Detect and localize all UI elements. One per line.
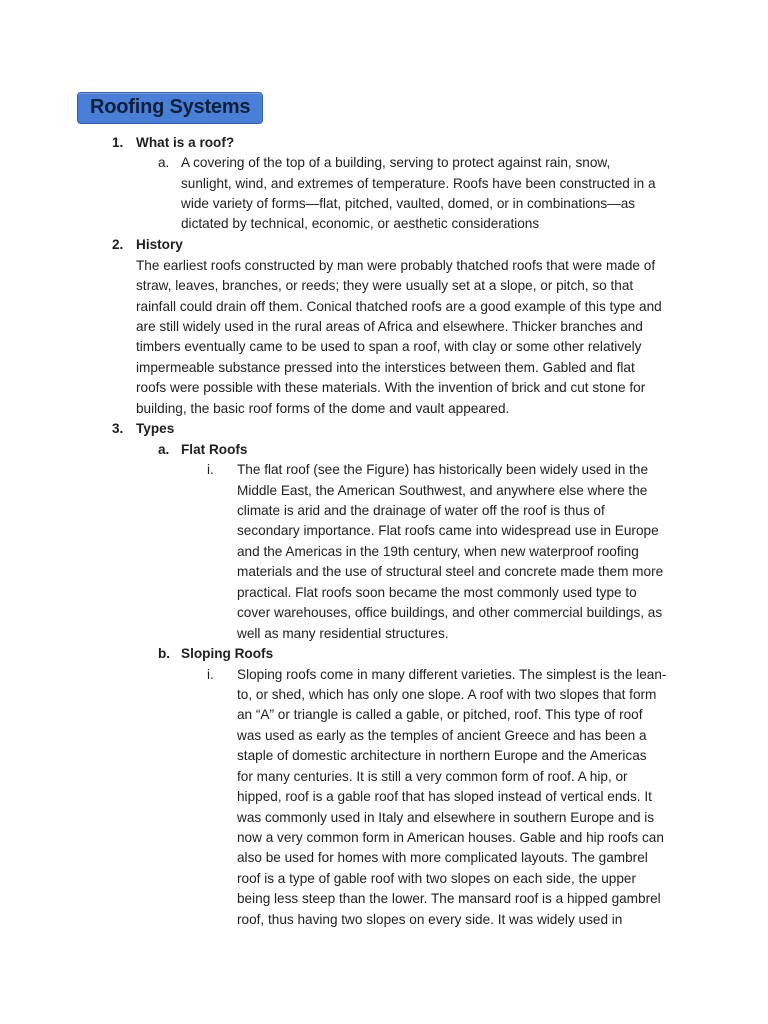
text-line: to, or shed, which has only one slope. A roof with two slopes that form xyxy=(237,687,657,702)
text-line: being less steep than the lower. The mansard roof is a hipped gambrel xyxy=(237,891,661,906)
text-line: The flat roof (see the Figure) has historically been widely used in the xyxy=(237,462,649,477)
section-3b-heading: Sloping Roofs xyxy=(181,646,274,661)
text-line: was used as early as the temples of ancient Greece and has been a xyxy=(237,728,647,743)
text-line: for many centuries. It is still a very common form of roof. A hip, or xyxy=(237,769,628,784)
text-line: practical. Flat roofs soon became the most commonly used type to xyxy=(237,585,637,600)
text-line: climate is arid and the drainage of water off the roof is thus of xyxy=(237,503,605,518)
title-banner xyxy=(77,92,263,124)
text-line: secondary importance. Flat roofs came into widespread use in Europe xyxy=(237,523,659,538)
text-line: impermeable substance pressed into the interstices between them. Gabled and flat xyxy=(136,360,635,375)
text-line: an “A” or triangle is called a gable, or pitched, roof. This type of roof xyxy=(237,707,643,722)
text-line: building, the basic roof forms of the dome and vault appeared. xyxy=(136,401,510,416)
section-2-heading: History xyxy=(136,237,183,252)
text-line: materials and the use of structural steel and concrete made them more xyxy=(237,564,664,579)
text-line: also be used for homes with more complicated layouts. The gambrel xyxy=(237,850,648,865)
text-line: and the Americas in the 19th century, when new waterproof roofing xyxy=(237,544,639,559)
section-1-heading: What is a roof? xyxy=(136,135,235,150)
text-line: cover warehouses, office buildings, and other commercial buildings, as xyxy=(237,605,663,620)
section-1-number: 1. xyxy=(112,135,124,150)
text-line: The earliest roofs constructed by man were probably thatched roofs that were made of xyxy=(136,258,656,273)
text-line: sunlight, wind, and extremes of temperature. Roofs have been constructed in a xyxy=(181,176,656,191)
text-line: Sloping roofs come in many different varieties. The simplest is the lean- xyxy=(237,667,667,682)
text-line: straw, leaves, branches, or reeds; they were usually set at a slope, or pitch, so that xyxy=(136,278,634,293)
section-3-number: 3. xyxy=(112,421,124,436)
text-line: Middle East, the American Southwest, and anywhere else where the xyxy=(237,483,648,498)
section-3a-i-marker: i. xyxy=(207,462,214,477)
text-line: was commonly used in Italy and elsewhere in southern Europe and is xyxy=(237,810,655,825)
text-line: hipped, roof is a gable roof that has sloped instead of vertical ends. It xyxy=(237,789,652,804)
text-line: timbers eventually came to be used to span a roof, with clay or some other relatively xyxy=(136,339,642,354)
section-2-number: 2. xyxy=(112,237,124,252)
section-1a-marker: a. xyxy=(158,155,170,170)
text-line: wide variety of forms—flat, pitched, vaulted, domed, or in combinations—as xyxy=(181,196,636,211)
section-3a-heading: Flat Roofs xyxy=(181,442,248,457)
text-line: roof is a type of gable roof with two slopes on each side, the upper xyxy=(237,871,636,886)
section-3b-i-marker: i. xyxy=(207,667,214,682)
text-line: dictated by technical, economic, or aesthetic considerations xyxy=(181,216,540,231)
document-title: Roofing Systems xyxy=(90,96,251,118)
section-3a-marker: a. xyxy=(158,442,170,457)
section-3b-marker: b. xyxy=(158,646,171,661)
text-line: rainfall could drain off them. Conical thatched roofs are a good example of this type and xyxy=(136,299,662,314)
text-line: A covering of the top of a building, serving to protect against rain, snow, xyxy=(181,155,611,170)
text-line: now a very common form in American houses. Gable and hip roofs can xyxy=(237,830,664,845)
text-line: staple of domestic architecture in northern Europe and the Americas xyxy=(237,748,647,763)
text-line: roof, thus having two slopes on every side. It was widely used in xyxy=(237,912,623,927)
text-line: well as many residential structures. xyxy=(237,626,449,641)
section-3-heading: Types xyxy=(136,421,175,436)
text-line: roofs were possible with these materials. With the invention of brick and cut stone for xyxy=(136,380,646,395)
text-line: are still widely used in the rural areas of Africa and elsewhere. Thicker branches and xyxy=(136,319,643,334)
